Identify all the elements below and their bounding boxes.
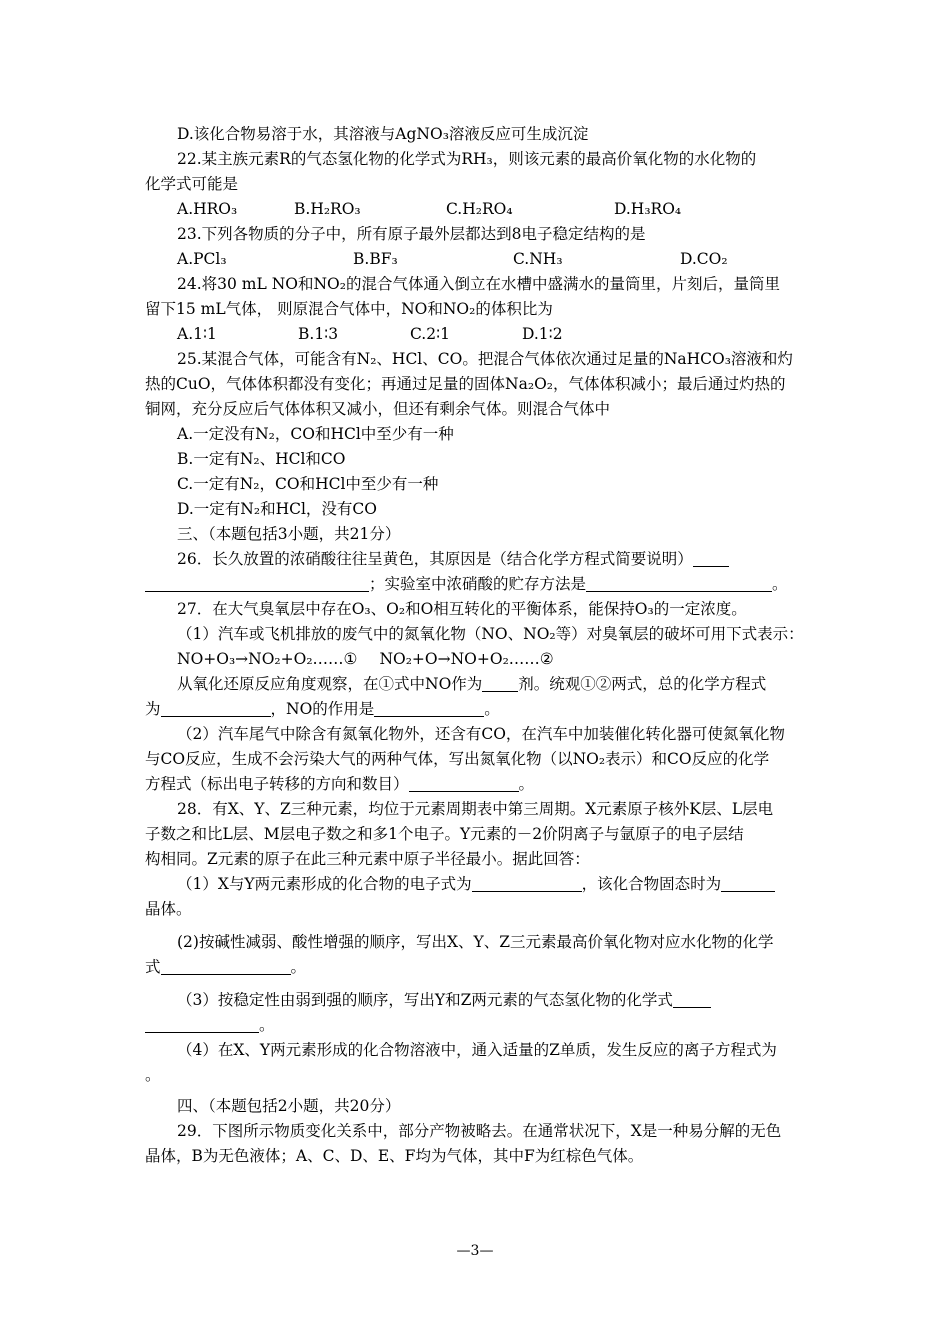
q27-equations xyxy=(145,647,810,672)
q27-p3b: ，NO的作用是 xyxy=(270,700,375,718)
answer-blank[interactable] xyxy=(721,875,775,892)
answer-blank[interactable] xyxy=(586,575,772,592)
q25-option-a: A.一定没有N₂，CO和HCl中至少有一种 xyxy=(177,425,454,443)
answer-blank[interactable] xyxy=(145,575,369,592)
q25-option-c: C.一定有N₂，CO和HCl中至少有一种 xyxy=(177,475,439,493)
q22-stem-line1: 22.某主族元素R的气态氢化物的化学式为RH₃，则该元素的最高价氧化物的水化物的 xyxy=(177,150,757,168)
q23-option-c: C.NH₃ xyxy=(513,250,563,268)
answer-blank[interactable] xyxy=(673,991,711,1008)
q24-options xyxy=(145,322,810,347)
document-body xyxy=(145,122,810,1169)
q29-stem-line2: 晶体，B为无色液体；A、C、D、E、F均为气体，其中F为红棕色气体。 xyxy=(145,1147,644,1165)
q27-eq1: NO+O₃→NO₂+O₂……① xyxy=(177,650,358,668)
q28-q3a: （3）按稳定性由弱到强的顺序，写出Y和Z两元素的气态氢化物的化学式 xyxy=(177,991,673,1009)
q27-p2a: 从氧化还原反应角度观察，在①式中NO作为 xyxy=(177,675,483,693)
answer-blank[interactable] xyxy=(161,958,291,975)
q27-stem: 27．在大气臭氧层中存在O₃、O₂和O相互转化的平衡体系，能保持O₃的一定浓度。 xyxy=(177,600,747,618)
q23-option-a: A.PCl₃ xyxy=(177,250,227,268)
q27-p6a: 方程式（标出电子转移的方向和数目） xyxy=(145,775,409,793)
q28-q3-cont xyxy=(145,1013,810,1038)
q24-option-a: A.1∶1 xyxy=(177,325,217,343)
q28-q4: （4）在X、Y两元素形成的化合物溶液中，通入适量的Z单质，发生反应的离子方程式为 xyxy=(177,1041,777,1059)
q28-q3 xyxy=(145,988,810,1013)
q28-stem-line3: 构相同。Z元素的原子在此三种元素中原子半径最小。据此回答： xyxy=(145,850,590,868)
q22-option-c: C.H₂RO₄ xyxy=(446,200,513,218)
q22-option-d: D.H₃RO₄ xyxy=(614,200,682,218)
q27-p2b: 剂。统观①②两式，总的化学方程式 xyxy=(518,675,767,693)
q26-line2 xyxy=(145,572,810,597)
q28-q1-cont: 晶体。 xyxy=(145,900,192,918)
q28-q2c: 。 xyxy=(290,958,307,976)
q27-p4: （2）汽车尾气中除含有氮氧化物外，还含有CO，在汽车中加装催化转化器可使氮氧化物 xyxy=(177,725,785,743)
q27-p6 xyxy=(145,772,810,797)
section-four-heading: 四、（本题包括2小题，共20分） xyxy=(177,1097,401,1115)
q28-q3b: 。 xyxy=(259,1016,275,1034)
q24-option-d: D.1∶2 xyxy=(522,325,563,343)
q25-stem-line2: 热的CuO，气体体积都没有变化；再通过足量的固体Na₂O₂，气体体积减小；最后通过灼热的 xyxy=(145,375,786,393)
q22-option-a: A.HRO₃ xyxy=(177,200,238,218)
q28-q4-cont: 。 xyxy=(145,1066,161,1084)
q28-stem-line1: 28．有X、Y、Z三种元素，均位于元素周期表中第三周期。X元素原子核外K层、L层电 xyxy=(177,800,774,818)
q23-stem: 23.下列各物质的分子中，所有原子最外层都达到8电子稳定结构的是 xyxy=(177,225,646,243)
q28-q2-cont xyxy=(145,955,810,980)
q27-p6b: 。 xyxy=(518,775,535,793)
q23-option-b: B.BF₃ xyxy=(353,250,398,268)
q25-stem-line1: 25.某混合气体，可能含有N₂、HCl、CO。把混合气体依次通过足量的NaHCO₃溶液和灼 xyxy=(177,350,793,368)
q28-q1a: （1）X与Y两元素形成的化合物的电子式为 xyxy=(177,875,472,893)
q21-option-d: D.该化合物易溶于水，其溶液与AgNO₃溶液反应可生成沉淀 xyxy=(177,125,589,143)
answer-blank[interactable] xyxy=(472,875,582,892)
answer-blank[interactable] xyxy=(145,1016,259,1033)
q23-options xyxy=(145,247,810,272)
q26-part3: 。 xyxy=(772,575,788,593)
q25-stem-line3: 铜网，充分反应后气体体积又减小，但还有剩余气体。则混合气体中 xyxy=(145,400,611,418)
q26-part1: 26．长久放置的浓硝酸往往呈黄色，其原因是（结合化学方程式简要说明） xyxy=(177,550,693,568)
q24-option-b: B.1∶3 xyxy=(298,325,339,343)
q28-q2: (2)按碱性减弱、酸性增强的顺序，写出X、Y、Z三元素最高价氧化物对应水化物的化学 xyxy=(177,933,774,951)
q24-stem-line1: 24.将30 mL NO和NO₂的混合气体通入倒立在水槽中盛满水的量筒里，片刻后，量筒里 xyxy=(177,275,780,293)
q26-part2: ；实验室中浓硝酸的贮存方法是 xyxy=(369,575,587,593)
answer-blank[interactable] xyxy=(482,675,518,692)
q28-q1b: ，该化合物固态时为 xyxy=(581,875,722,893)
q25-option-b: B.一定有N₂、HCl和CO xyxy=(177,450,346,468)
q27-p3 xyxy=(145,697,810,722)
q27-p3c: 。 xyxy=(484,700,500,718)
q28-q2b: 式 xyxy=(145,958,161,976)
q28-stem-line2: 子数之和比L层、M层电子数之和多1个电子。Y元素的－2价阴离子与氩原子的电子层结 xyxy=(145,825,744,843)
q27-p2 xyxy=(145,672,810,697)
q24-stem-line2: 留下15 mL气体， 则原混合气体中，NO和NO₂的体积比为 xyxy=(145,300,553,318)
page-number: —3— xyxy=(456,1243,494,1259)
q23-option-d: D.CO₂ xyxy=(680,250,728,268)
q27-p1: （1）汽车或飞机排放的废气中的氮氧化物（NO、NO₂等）对臭氧层的破坏可用下式表示： xyxy=(177,625,804,643)
q27-p3a: 为 xyxy=(145,700,161,718)
answer-blank[interactable] xyxy=(161,700,271,717)
answer-blank[interactable] xyxy=(693,550,729,567)
q22-options xyxy=(145,197,810,222)
q22-stem-line2: 化学式可能是 xyxy=(145,175,239,193)
q27-eq2: NO₂+O→NO+O₂……② xyxy=(379,650,554,668)
q27-p5: 与CO反应，生成不会污染大气的两种气体，写出氮氧化物（以NO₂表示）和CO反应的化学 xyxy=(145,750,770,768)
q25-option-d: D.一定有N₂和HCl，没有CO xyxy=(177,500,377,518)
q24-option-c: C.2∶1 xyxy=(410,325,450,343)
section-three-heading: 三、（本题包括3小题，共21分） xyxy=(177,525,401,543)
q22-option-b: B.H₂RO₃ xyxy=(294,200,361,218)
q26-line1 xyxy=(145,547,810,572)
answer-blank[interactable] xyxy=(409,775,519,792)
answer-blank[interactable] xyxy=(374,700,484,717)
q29-stem-line1: 29．下图所示物质变化关系中，部分产物被略去。在通常状况下，X是一种易分解的无色 xyxy=(177,1122,782,1140)
q28-q1 xyxy=(145,872,810,897)
